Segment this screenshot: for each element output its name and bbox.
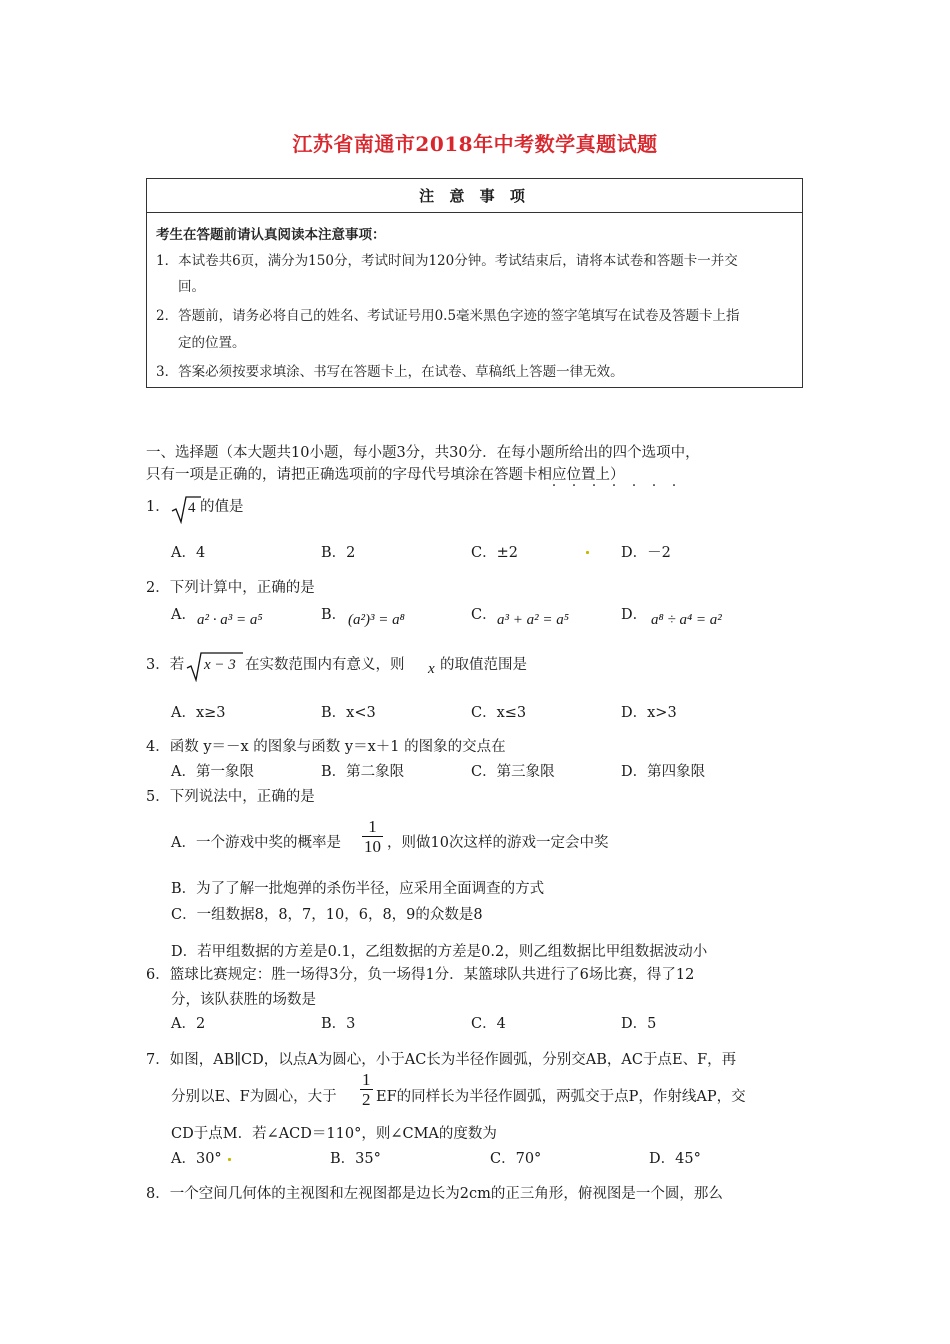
q5-fraction-numerator: 1 xyxy=(362,817,383,837)
notice-heading: 注 意 事 项 xyxy=(419,187,530,205)
q2-option-b-expr: (a²)³ = a⁸ xyxy=(348,612,405,628)
notice-item-2-cont: 定的位置。 xyxy=(178,335,246,351)
q4-option-d: D．第四象限 xyxy=(621,764,706,780)
notice-intro: 考生在答题前请认真阅读本注意事项： xyxy=(156,227,386,243)
q4-option-c: C．第三象限 xyxy=(471,764,555,780)
q5-option-b: B．为了了解一批炮弹的杀伤半径，应采用全面调查的方式 xyxy=(171,881,545,897)
q6-option-b: B．3 xyxy=(321,1016,356,1032)
notice-divider xyxy=(147,212,802,213)
q2-option-c-expr: a³ + a² = a⁵ xyxy=(497,612,569,628)
q2-option-a-expr: a² · a³ = a⁵ xyxy=(197,612,263,628)
q5-fraction-denominator: 10 xyxy=(364,837,381,856)
q3-option-c: C．x≤3 xyxy=(471,705,527,721)
q7-fraction-denominator: 2 xyxy=(362,1090,371,1109)
q6-option-c: C．4 xyxy=(471,1016,506,1032)
q7-option-b: B．35° xyxy=(330,1151,381,1167)
q5-fraction xyxy=(362,817,383,856)
q8-stem-line-1: 8．一个空间几何体的主视图和左视图都是边长为2cm的正三角形，俯视图是一个圆，那么 xyxy=(146,1186,723,1202)
sqrt-sign-icon xyxy=(171,494,201,524)
q3-option-a: A．x≥3 xyxy=(171,705,226,721)
q5-option-a: A．一个游戏中奖的概率是 xyxy=(171,835,341,851)
notice-item-2: 2．答题前，请务必将自己的姓名、考试证号用0.5毫米黑色字迹的签字笔填写在试卷及答题卡上指 xyxy=(156,308,740,324)
notice-box xyxy=(146,178,803,388)
q2-stem: 2．下列计算中，正确的是 xyxy=(146,580,315,596)
q1-option-c: C．±2 xyxy=(471,545,518,561)
q7-fraction xyxy=(360,1070,373,1109)
section-heading-line-2: 只有一项是正确的，请把正确选项前的字母代号填涂在答题卡相应位置上） xyxy=(146,467,625,483)
q4-stem: 4．函数 y＝－x 的图象与函数 y＝x＋1 的图象的交点在 xyxy=(146,739,506,755)
q7-option-c: C．70° xyxy=(490,1151,542,1167)
q3-option-d: D．x>3 xyxy=(621,705,677,721)
q2-option-a-label: A． xyxy=(171,607,196,623)
q4-option-a: A．第一象限 xyxy=(171,764,254,780)
q5-option-d: D．若甲组数据的方差是0.1，乙组数据的方差是0.2，则乙组数据比甲组数据波动小 xyxy=(171,944,708,960)
q6-stem-line-2: 分，该队获胜的场数是 xyxy=(171,992,316,1008)
emphasis-dots: ・・・・・・・ xyxy=(549,481,689,492)
q6-option-a: A．2 xyxy=(171,1016,206,1032)
q7-stem-line-1: 7．如图，AB∥CD，以点A为圆心，小于AC长为半径作圆弧，分别交AB，AC于点E、F，再 xyxy=(146,1052,737,1068)
q2-option-c-label: C． xyxy=(471,607,497,623)
q1-option-d: D．－2 xyxy=(621,545,671,561)
q3-stem-end: 的取值范围是 xyxy=(440,657,527,673)
notice-item-1-cont: 回。 xyxy=(178,279,205,295)
q7-stem-line-2-cont: EF的同样长为半径作圆弧，两弧交于点P，作射线AP，交 xyxy=(376,1089,746,1105)
scan-mark xyxy=(586,551,589,554)
q7-option-a: A．30° xyxy=(171,1151,222,1167)
document-title: 江苏省南通市2018年中考数学真题试题 xyxy=(292,132,658,156)
q2-option-d-label: D． xyxy=(621,607,648,623)
notice-item-3: 3．答案必须按要求填涂、书写在答题卡上，在试卷、草稿纸上答题一律无效。 xyxy=(156,364,624,380)
q3-radicand: x − 3 xyxy=(204,657,236,673)
q7-option-d: D．45° xyxy=(649,1151,701,1167)
q7-fraction-numerator: 1 xyxy=(362,1070,371,1089)
q6-option-d: D．5 xyxy=(621,1016,657,1032)
q3-number: 3．若 xyxy=(146,657,185,673)
q1-option-a: A．4 xyxy=(171,545,206,561)
section-heading-line-1: 一、选择题（本大题共10小题，每小题3分，共30分．在每小题所给出的四个选项中， xyxy=(146,445,700,461)
q6-stem-line-1: 6．篮球比赛规定：胜一场得3分，负一场得1分．某篮球队共进行了6场比赛，得了12 xyxy=(146,967,695,983)
q2-option-b-label: B． xyxy=(321,607,347,623)
q1-option-b: B．2 xyxy=(321,545,356,561)
notice-item-1: 1．本试卷共6页，满分为150分，考试时间为120分钟。考试结束后，请将本试卷和答题卡一并交 xyxy=(156,253,738,269)
q5-option-a-cont: ，则做10次这样的游戏一定会中奖 xyxy=(387,835,609,851)
q1-stem: 的值是 xyxy=(200,499,244,515)
q1-radicand: 4 xyxy=(188,500,196,516)
q1-number: 1． xyxy=(146,499,170,515)
q5-stem: 5．下列说法中，正确的是 xyxy=(146,789,315,805)
scan-mark xyxy=(228,1158,231,1161)
q3-option-b: B．x<3 xyxy=(321,705,376,721)
q7-stem-line-2: 分别以E、F为圆心，大于 xyxy=(171,1089,337,1105)
q3-variable: x xyxy=(428,661,435,677)
q7-stem-line-3: CD于点M．若∠ACD＝110°，则∠CMA的度数为 xyxy=(171,1126,497,1142)
q5-option-c: C．一组数据8，8，7，10，6，8，9的众数是8 xyxy=(171,907,483,923)
q2-option-d-expr: a⁸ ÷ a⁴ = a² xyxy=(651,612,722,628)
q3-stem: 在实数范围内有意义，则 xyxy=(245,657,405,673)
q4-option-b: B．第二象限 xyxy=(321,764,405,780)
